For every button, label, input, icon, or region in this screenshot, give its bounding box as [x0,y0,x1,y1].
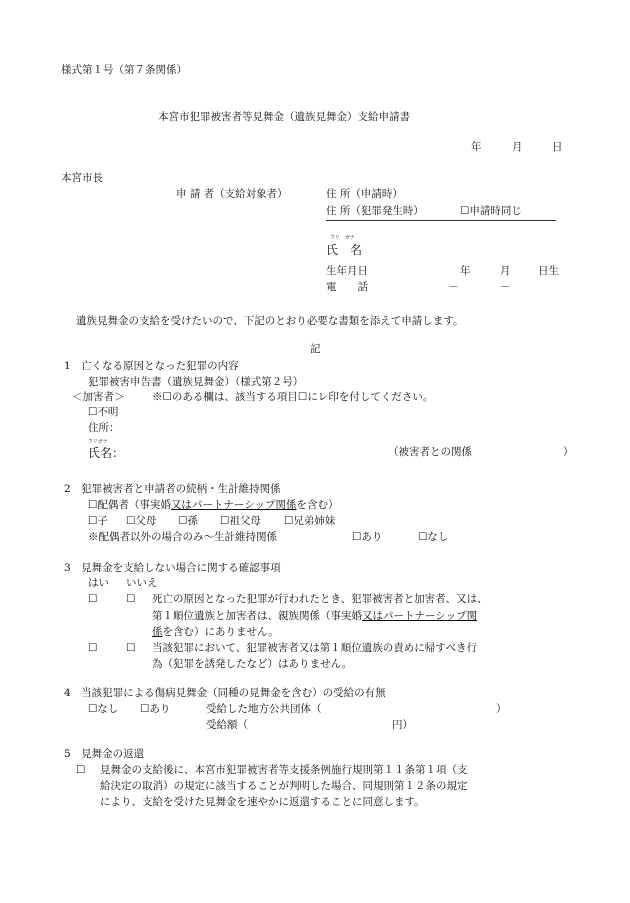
addressee: 本宮市長 [61,172,103,184]
page-title: 本宮市犯罪被害者等見舞金（遺族見舞金）支給申請書 [158,111,410,123]
section-2-heading: 2 犯罪被害者と申請者の続柄・生計維持関係 [64,483,281,495]
checkbox-note: ※☐のある欄は、該当する項目☐にレ印を付してください。 [152,391,434,403]
benefit-amount-label: 受給額（ [206,719,248,731]
item-1-line-1: 死亡の原因となった犯罪が行われたとき、犯罪被害者と加害者、又は、 [152,593,488,605]
item-2-yes-checkbox[interactable]: ☐ [88,642,98,654]
item-1-yes-checkbox[interactable]: ☐ [88,593,98,605]
refund-line-1: 見舞金の支給後に、本宮市犯罪被害者等支援条例施行規則第１１条第１項（支 [100,764,468,776]
parents-checkbox[interactable]: ☐父母 [126,515,157,527]
grandparents-checkbox[interactable]: ☐祖父母 [220,515,261,527]
birth-year-label: 年 [460,265,471,277]
section-5-heading: 5 見舞金の返還 [64,748,145,760]
same-address-checkbox[interactable]: ☐申請時同じ [460,205,522,217]
birth-day-label: 日生 [538,265,559,277]
relation-open-label: （被害者との関係 [388,446,472,458]
birth-month-label: 月 [500,265,511,277]
item-1-line-3 [152,627,279,638]
grandchild-checkbox[interactable]: ☐孫 [178,515,198,527]
date-year-label: 年 [471,141,482,153]
refund-line-2: 給決定の取消）の規定に該当することが判明した場合、同規則第１２条の規定 [100,780,468,792]
section-3-heading: 3 見舞金を支給しない場合に関する確認事項 [64,562,281,574]
spouse-label-partnership: 又はパートナーシップ関係 [170,499,297,511]
date-month-label: 月 [512,141,523,153]
form-number: 様式第１号（第７条関係） [61,64,187,76]
perpetrator-name-ruby: フリガナ [88,439,108,445]
benefit-yes-checkbox[interactable]: ☐あり [140,703,171,715]
phone-dash-1: － [448,281,459,293]
benefit-none-checkbox[interactable]: ☐なし [88,703,119,715]
item-2-line-1: 当該犯罪において、犯罪被害者又は第１順位遺族の責めに帰すべき行 [152,642,478,654]
support-note: ※配偶者以外の場合のみ～生計維持関係 [88,531,277,543]
local-government-close: ） [496,703,507,715]
spouse-label-pre: ☐配偶者（事実婚 [88,499,171,511]
spouse-label-post: を含む） [296,499,339,511]
item-1-line-3-underlined: 係 [152,626,163,638]
item-1-line-3-post: を含む）にありません。 [162,626,279,638]
perpetrator-address-label: 住所： [88,422,120,434]
child-checkbox[interactable]: ☐子 [88,515,108,527]
address-crime-label: 住 所（犯罪発生時） [326,205,424,217]
support-yes-checkbox[interactable]: ☐あり [352,531,383,543]
phone-label: 電 話 [326,281,368,293]
spouse-checkbox[interactable] [88,500,339,511]
benefit-amount-yen: 円） [392,719,413,731]
section-4-heading: 4 当該犯罪による傷病見舞金（同種の見舞金を含む）の受給の有無 [64,687,386,699]
perpetrator-label: ＜加害者＞ [72,391,125,403]
address-current-label: 住 所（申請時） [326,188,403,200]
date-day-label: 日 [552,141,563,153]
item-1-line-2-pre: 第１順位遺族と加害者は、親族関係（事実婚 [152,610,362,622]
phone-dash-2: － [500,281,511,293]
item-1-line-2-underlined: 又はパートナーシップ関 [362,610,478,622]
item-1-line-2 [152,611,477,622]
siblings-checkbox[interactable]: ☐兄弟姉妹 [284,515,336,527]
ki-mark: 記 [310,343,321,355]
applicant-name-ruby: フリ ガナ [330,235,355,241]
refund-line-3: により、支給を受けた見舞金を速やかに返還することに同意します。 [100,796,425,808]
item-2-no-checkbox[interactable]: ☐ [126,642,136,654]
applicant-name-label: 氏 名 [326,243,363,257]
support-no-checkbox[interactable]: ☐なし [418,531,449,543]
birth-date-label: 生年月日 [326,265,368,277]
column-yes: はい [88,577,109,589]
column-no: いいえ [126,577,158,589]
unknown-checkbox[interactable]: ☐不明 [88,406,119,418]
section-1-subheading: 犯罪被害申告書（遺族見舞金）（様式第２号） [88,376,304,388]
local-government-label: 受給した地方公共団体（ [206,703,322,715]
intro-text: 遺族見舞金の支給を受けたいので、下記のとおり必要な書類を添えて申請します。 [76,315,464,327]
perpetrator-name-label: 氏名： [88,446,125,460]
item-2-line-2: 為（犯罪を誘発したなど）はありません。 [152,658,353,670]
item-1-no-checkbox[interactable]: ☐ [126,593,136,605]
refund-consent-checkbox[interactable]: ☐ [76,764,86,776]
relation-close-paren: ） [563,446,574,458]
applicant-role: 申 請 者（支給対象者） [176,188,288,200]
section-1-heading: 1 亡くなる原因となった犯罪の内容 [64,360,239,372]
address-underline [326,220,556,221]
